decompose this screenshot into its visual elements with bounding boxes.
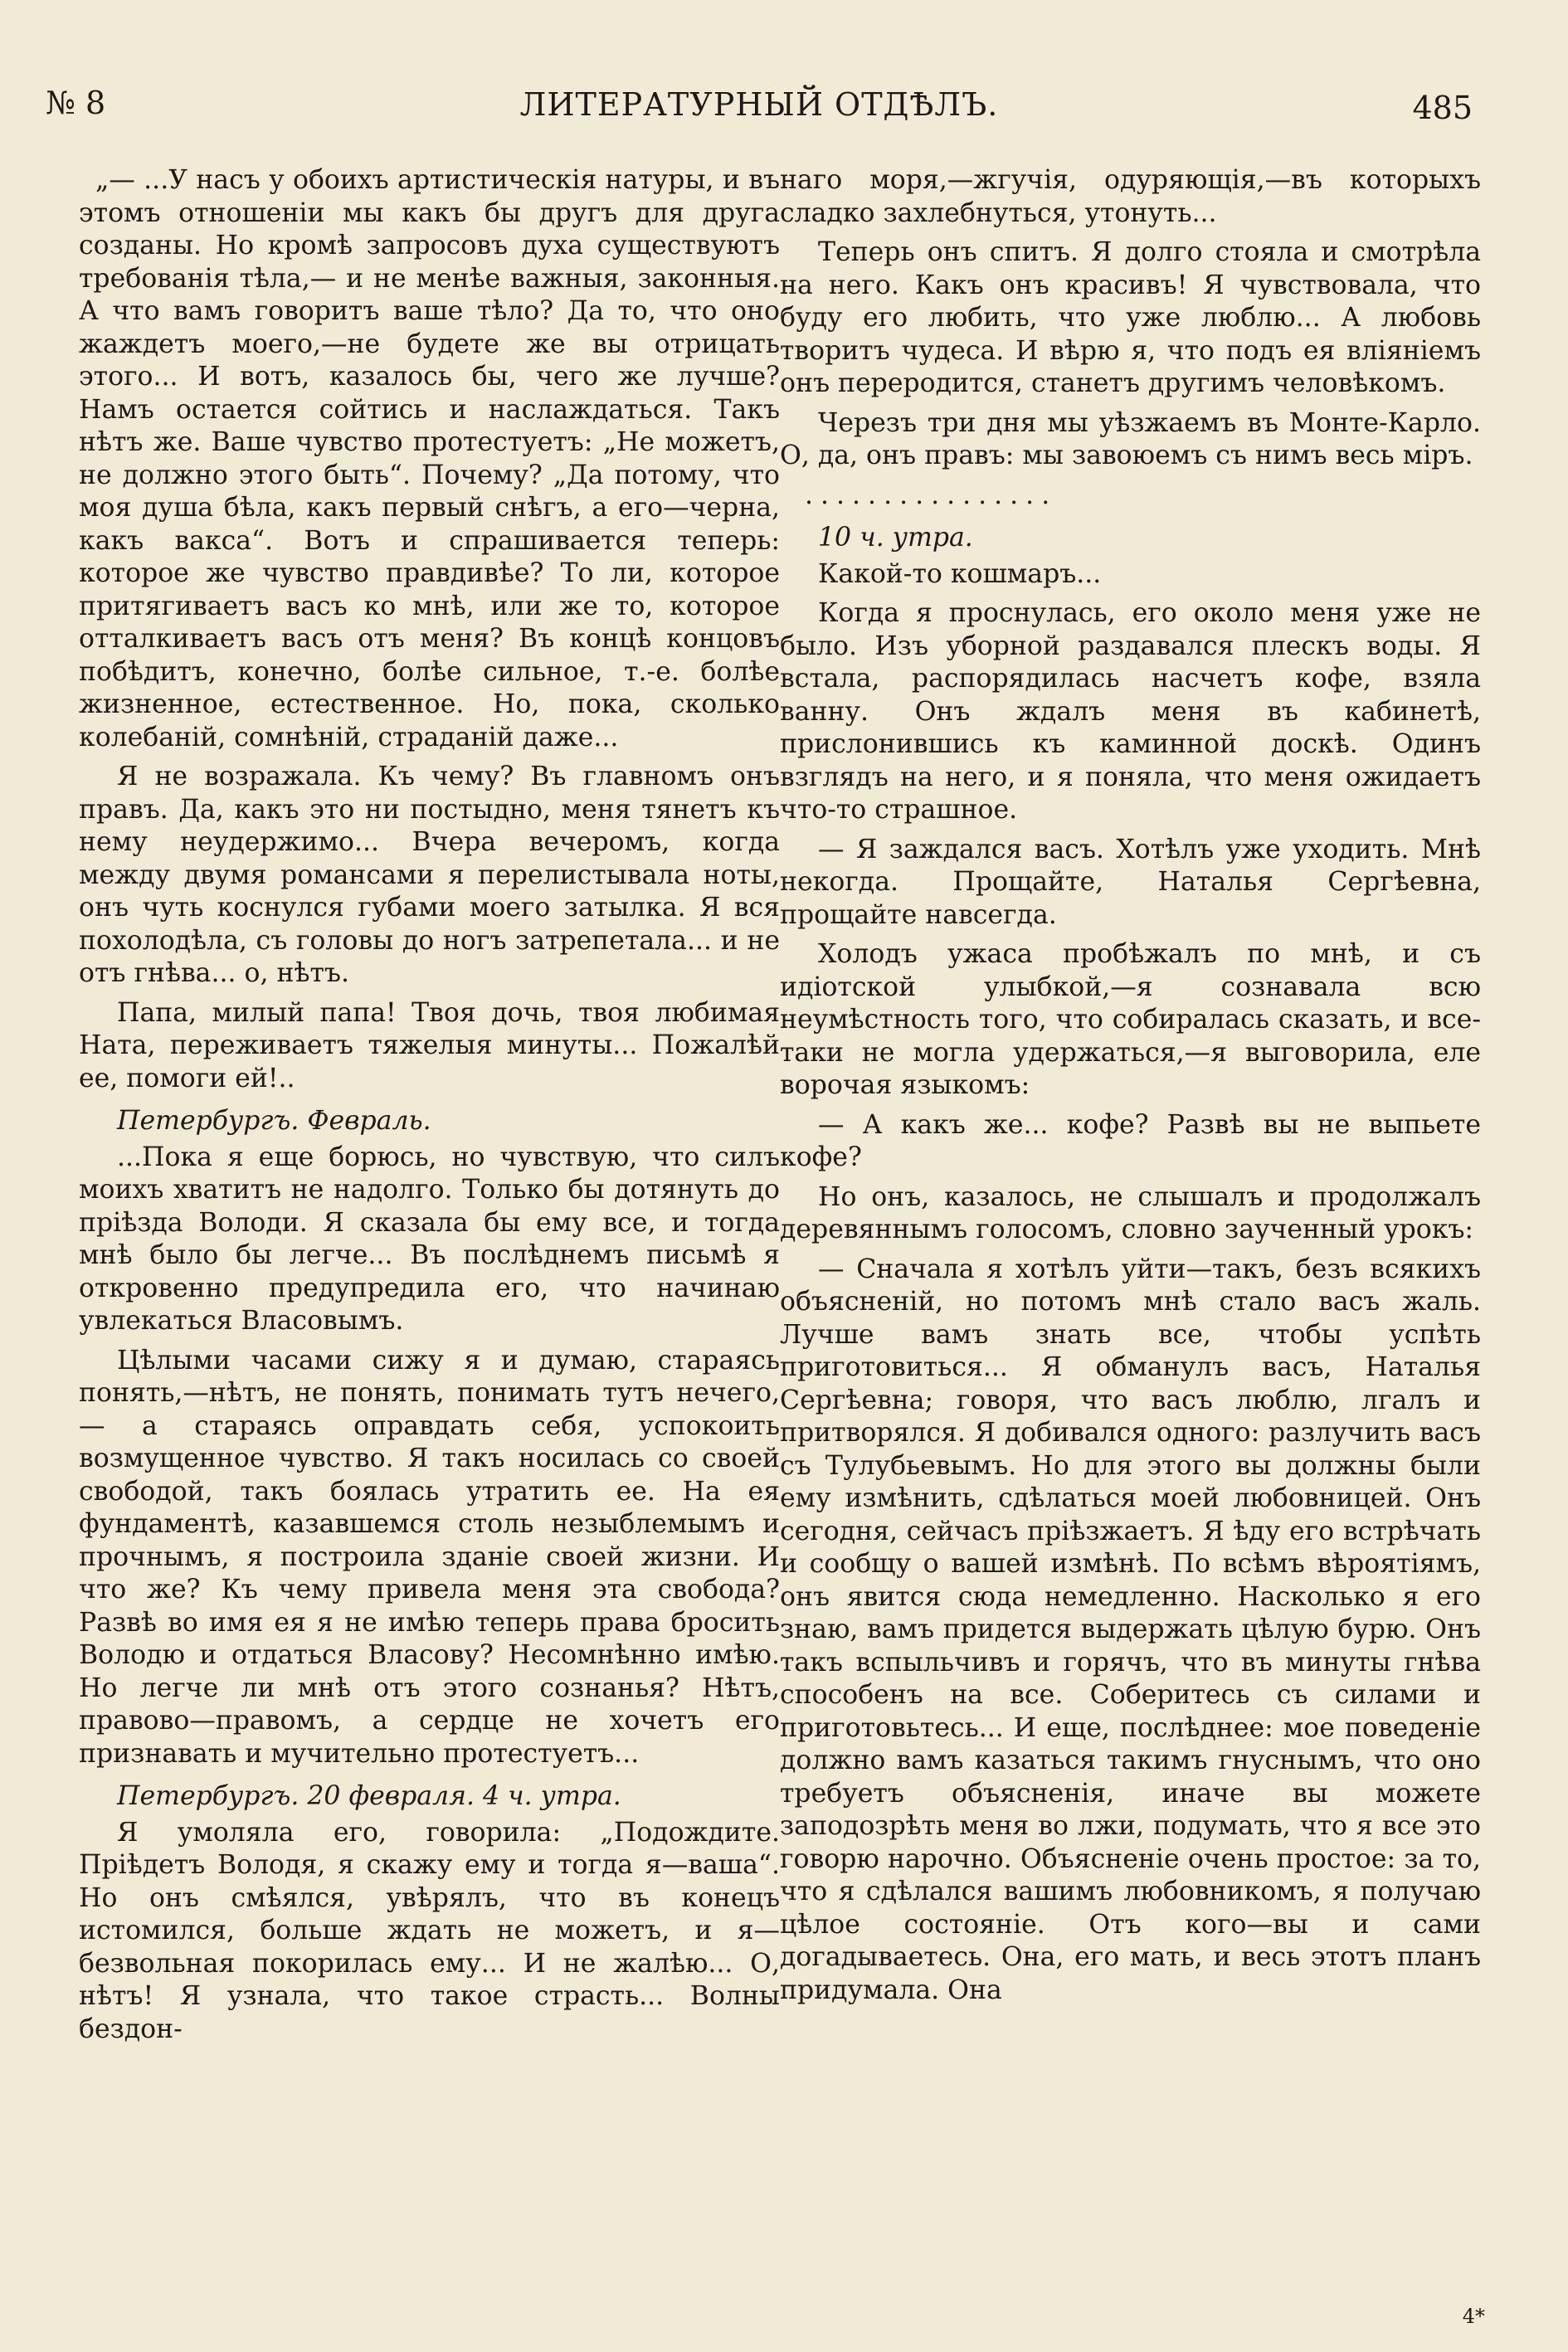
issue-number: № 8 (46, 85, 106, 121)
paragraph: Когда я проснулась, его около меня уже не было. Изъ уборной раздавался плескъ воды. Я встала, распорядилась насчетъ кофе, взяла ванну. Онъ ждалъ меня въ кабинетѣ, прислонившись къ каминной доскѣ. Одинъ взглядъ на него, и я поняла, что меня ожидаетъ что-то страшное. (780, 598, 1481, 825)
diary-entry-heading: 10 ч. утра. (818, 523, 973, 553)
running-header (46, 76, 1473, 126)
paragraph: Теперь онъ спитъ. Я долго стояла и смотрѣла на него. Какъ онъ красивъ! Я чувствовала, что буду его любить, что уже люблю... А любовь творитъ чудеса. И вѣрю я, что подъ ея вліяніемъ онъ переродится, станетъ другимъ человѣкомъ. (780, 237, 1481, 398)
right-column (780, 164, 1481, 2014)
paragraph: — Я заждался васъ. Хотѣлъ уже уходить. Мнѣ некогда. Прощайте, Наталья Сергѣевна, прощайте навсегда. (780, 834, 1481, 930)
paragraph: Цѣлыми часами сижу я и думаю, стараясь понять,—нѣтъ, не понять, понимать тутъ нечего,— а стараясь оправдать себя, успокоить возмущенное чувство. Я такъ носилась со своей свободой, такъ боялась утратить ее. На ея фундаментѣ, казавшемся столь незыблемымъ и прочнымъ, я построила зданіе своей жизни. И что же? Къ чему привела меня эта свобода? Развѣ во имя ея я не имѣю теперь права бросить Володю и отдаться Власову? Несомнѣнно имѣю. Но легче ли мнѣ отъ этого сознанья? Нѣтъ, правово—правомъ, а сердце не хочетъ его признавать и мучительно протестуетъ... (79, 1345, 780, 1769)
paragraph: Черезъ три дня мы уѣзжаемъ въ Монте-Карло. О, да, онъ правъ: мы завоюемъ съ нимъ весь міръ. (780, 407, 1481, 470)
paragraph: — А какъ же... кофе? Развѣ вы не выпьете кофе? (780, 1109, 1481, 1172)
paragraph: Какой-то кошмаръ... (818, 558, 1102, 589)
section-title: ЛИТЕРАТУРНЫЙ ОТДѢЛЪ. (519, 86, 999, 123)
diary-entry-heading: Петербургъ. 20 февраля. 4 ч. утра. (117, 1781, 621, 1811)
section-break-dots: ................ (805, 480, 1058, 510)
paragraph-continued: наго моря,—жгучія, одуряющія,—въ которыхъ сладко захлебнуться, утонуть... (780, 165, 1481, 228)
diary-entry-heading: Петербургъ. Февраль. (117, 1106, 431, 1136)
printer-signature: 4* (1462, 2305, 1485, 2328)
paragraph: „— ...У насъ у обоихъ артистическія натуры, и въ этомъ отношеніи мы какъ бы другъ для друга созданы. Но кромѣ запросовъ духа существуютъ требованія тѣла,— и не менѣе важныя, законныя. А что вамъ говоритъ ваше тѣло? Да то, что оно жаждетъ моего,—не будете же вы отрицать этого... И вотъ, казалось бы, чего же лучше? Намъ остается сойтись и наслаждаться. Такъ нѣтъ же. Ваше чувство протестуетъ: „Не можетъ, не должно этого быть“. Почему? „Да потому, что моя душа бѣла, какъ первый снѣгъ, а его—черна, какъ вакса“. Вотъ и спрашивается теперь: которое же чувство правдивѣе? То ли, которое притягиваетъ васъ ко мнѣ, или же то, которое отталкиваетъ васъ отъ меня? Въ концѣ концовъ побѣдитъ, конечно, болѣе сильное, т.-е. болѣе жизненное, естественное. Но, пока, сколько колебаній, сомнѣній, страданій даже... (79, 165, 780, 752)
paragraph: Я умоляла его, говорила: „Подождите. Пріѣдетъ Володя, я скажу ему и тогда я—ваша“. Но онъ смѣялся, увѣрялъ, что въ конецъ истомился, больше ждать не можетъ, и я—безвольная покорилась ему... И не жалѣю... О, нѣтъ! Я узнала, что такое страсть... Волны бездон- (79, 1817, 780, 2044)
paragraph: Папа, милый папа! Твоя дочь, твоя любимая Ната, переживаетъ тяжелыя минуты... Пожалѣй ее, помоги ей!.. (79, 997, 780, 1093)
paragraph: Холодъ ужаса пробѣжалъ по мнѣ, и съ идіотской улыбкой,—я сознавала всю неумѣстность того, что собиралась сказать, и все-таки не могла удержаться,—я выговорила, еле ворочая языкомъ: (780, 939, 1481, 1100)
paragraph: Но онъ, казалось, не слышалъ и продолжалъ деревяннымъ голосомъ, словно заученный урокъ: (780, 1181, 1481, 1244)
paragraph: Я не возражала. Къ чему? Въ главномъ онъ правъ. Да, какъ это ни постыдно, меня тянетъ къ нему неудержимо... Вчера вечеромъ, когда между двумя романсами я перелистывала ноты, онъ чуть коснулся губами моего затылка. Я вся похолодѣла, съ головы до ногъ затрепетала... и не отъ гнѣва... о, нѣтъ. (79, 762, 780, 988)
paragraph: ...Пока я еще борюсь, но чувствую, что силъ моихъ хватитъ не надолго. Только бы дотянуть до пріѣзда Володи. Я сказала бы ему все, и тогда мнѣ было бы легче... Въ послѣднемъ письмѣ я откровенно предупредила его, что начинаю увлекаться Власовымъ. (79, 1142, 780, 1336)
page-number: 485 (1412, 90, 1473, 126)
paragraph: — Сначала я хотѣлъ уйти—такъ, безъ всякихъ объясненій, но потомъ мнѣ стало васъ жаль. Лучше вамъ знать все, чтобы успѣть приготовиться... Я обманулъ васъ, Наталья Сергѣевна; говоря, что васъ люблю, лгалъ и притворялся. Я добивался одного: разлучить васъ съ Тулубьевымъ. Но для этого вы должны были ему измѣнить, сдѣлаться моей любовницей. Онъ сегодня, сейчасъ пріѣзжаетъ. Я ѣду его встрѣчать и сообщу о вашей измѣнѣ. По всѣмъ вѣроятіямъ, онъ явится сюда немедленно. Насколько я его знаю, вамъ придется выдержать цѣлую бурю. Онъ такъ вспыльчивъ и горячъ, что въ минуты гнѣва способенъ на все. Соберитесь съ силами и приготовьтесь... И еще, послѣднее: мое поведеніе должно вамъ казаться такимъ гнуснымъ, что оно требуетъ объясненія, иначе вы можете заподозрѣть меня во лжи, подумать, что я все это говорю нарочно. Объясненіе очень простое: за то, что я сдѣлался вашимъ любовникомъ, я получаю цѣлое состояніе. Отъ кого—вы и сами догадываетесь. Она, его мать, и весь этотъ планъ придумала. Она (780, 1254, 1481, 2005)
left-column (79, 164, 780, 2053)
